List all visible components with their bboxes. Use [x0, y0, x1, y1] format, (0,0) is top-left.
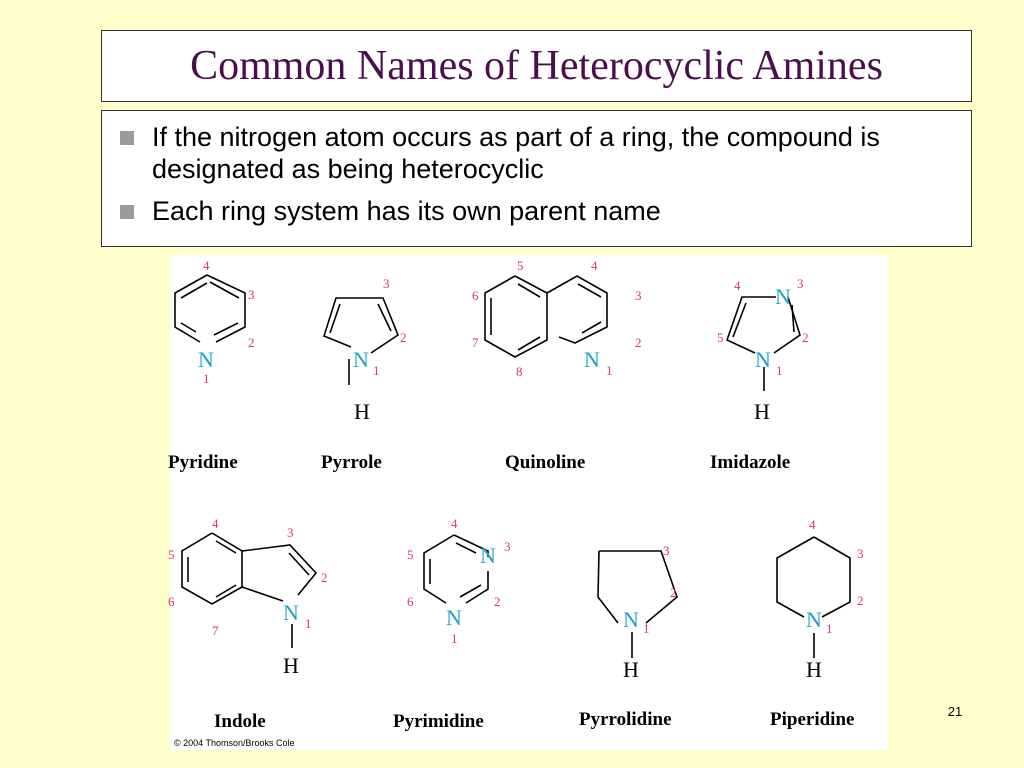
nitrogen-symbol: N [198, 347, 214, 372]
locant-number: 4 [809, 517, 816, 532]
compound-name-pyrrole: Pyrrole [321, 452, 382, 473]
locant-number: 5 [517, 258, 524, 273]
locant-number: 1 [643, 621, 650, 636]
locant-number: 2 [635, 335, 642, 350]
locant-number: 7 [212, 623, 219, 638]
bullet-text: If the nitrogen atom occurs as part of a ring, the compound is designated as being heterocyclic [152, 122, 880, 184]
nitrogen-symbol: N [480, 543, 496, 568]
nitrogen-symbol: N [283, 600, 299, 625]
nitrogen-symbol: N [623, 607, 639, 632]
locant-number: 3 [248, 287, 255, 302]
nitrogen-symbol: N [775, 284, 791, 309]
compound-name-pyrrolidine: Pyrrolidine [579, 709, 672, 730]
locant-number: 3 [857, 546, 864, 561]
bullet-item [116, 195, 957, 227]
locant-number: 6 [407, 594, 414, 609]
copyright-notice: © 2004 Thomson/Brooks Cole [174, 738, 295, 748]
nitrogen-symbol: N [446, 605, 462, 630]
compound-name-indole: Indole [214, 711, 266, 732]
locant-number: 6 [168, 594, 175, 609]
locant-number: 1 [451, 631, 458, 646]
locant-number: 3 [663, 543, 670, 558]
compound-name-piperidine: Piperidine [770, 709, 855, 730]
heterocycle-figure [170, 255, 888, 750]
locant-number: 5 [717, 330, 724, 345]
locant-number: 3 [287, 525, 294, 540]
locant-number: 2 [248, 335, 255, 350]
locant-number: 7 [472, 335, 479, 350]
compound-name-quinoline: Quinoline [505, 452, 586, 473]
compound-name-pyrimidine: Pyrimidine [393, 711, 484, 732]
nitrogen-symbol: N [584, 347, 600, 372]
locant-number: 2 [857, 593, 864, 608]
locant-number: 1 [826, 621, 833, 636]
locant-number: 2 [494, 594, 501, 609]
title-box [101, 30, 972, 102]
slide-title: Common Names of Heterocyclic Amines [190, 43, 883, 89]
nitrogen-symbol: N [353, 347, 369, 372]
hydrogen-symbol: H [806, 657, 822, 682]
locant-number: 1 [203, 371, 210, 386]
locant-number: 3 [383, 276, 390, 291]
locant-number: 2 [802, 330, 809, 345]
locant-number: 4 [212, 516, 219, 531]
square-bullet-icon [120, 131, 134, 145]
locant-number: 4 [734, 278, 741, 293]
locant-number: 5 [168, 547, 175, 562]
locant-number: 3 [504, 539, 511, 554]
locant-number: 1 [776, 363, 783, 378]
nitrogen-symbol: N [755, 347, 771, 372]
compound-name-pyridine: Pyridine [168, 452, 238, 473]
locant-number: 2 [670, 585, 677, 600]
locant-number: 1 [305, 616, 312, 631]
hydrogen-symbol: H [754, 399, 770, 424]
locant-number: 1 [373, 363, 380, 378]
bullet-item [116, 121, 957, 185]
locant-number: 6 [472, 288, 479, 303]
hydrogen-symbol: H [623, 657, 639, 682]
hydrogen-symbol: H [283, 653, 299, 678]
locant-number: 2 [400, 330, 407, 345]
locant-number: 2 [321, 570, 328, 585]
locant-number: 3 [797, 276, 804, 291]
locant-number: 1 [606, 363, 613, 378]
square-bullet-icon [120, 205, 134, 219]
compound-name-imidazole: Imidazole [710, 452, 791, 473]
page-number: 21 [947, 704, 963, 719]
nitrogen-symbol: N [806, 607, 822, 632]
bullet-text: Each ring system has its own parent name [152, 196, 661, 226]
bullet-box [101, 110, 972, 247]
hydrogen-symbol: H [354, 399, 370, 424]
locant-number: 4 [451, 516, 458, 531]
locant-number: 8 [516, 364, 523, 379]
locant-number: 3 [635, 288, 642, 303]
locant-number: 5 [407, 547, 414, 562]
locant-number: 4 [203, 258, 210, 273]
locant-number: 4 [591, 258, 598, 273]
